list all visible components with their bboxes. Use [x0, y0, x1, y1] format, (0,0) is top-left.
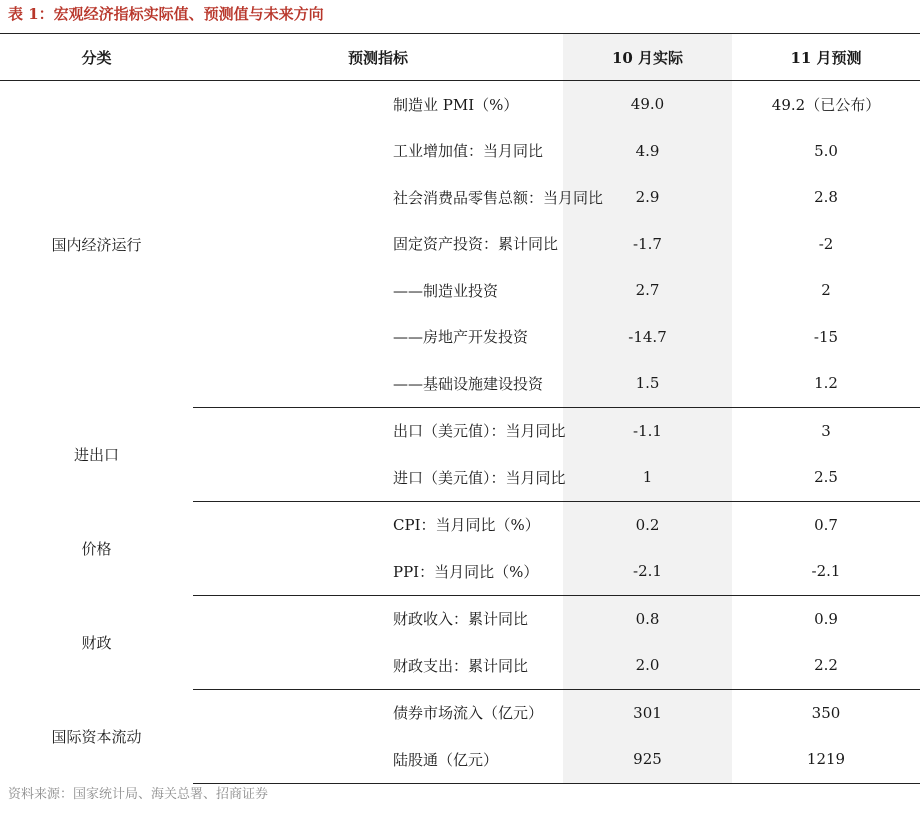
header-forecast: 11 月预测: [732, 34, 920, 81]
indicator-cell: PPI：当月同比（%）: [193, 548, 563, 595]
indicator-cell: 进口（美元值）：当月同比: [193, 454, 563, 501]
table-body: [0, 81, 920, 784]
forecast-value-cell: -2: [818, 234, 834, 253]
actual-value-cell: 4.9: [563, 128, 732, 175]
indicator-cell: ——基础设施建设投资: [193, 360, 563, 407]
actual-value-cell: 925: [563, 736, 732, 783]
forecast-value-cell: 2.8: [814, 188, 838, 207]
actual-value-cell: 2.9: [563, 174, 732, 221]
indicator-cell: ——制造业投资: [393, 281, 499, 300]
forecast-value-cell: 49.2（已公布）: [771, 95, 881, 114]
source-note: 资料来源：国家统计局、海关总署、招商证券: [8, 787, 269, 802]
forecast-value-cell: 0.7: [814, 515, 838, 534]
actual-value-cell: 2.7: [563, 267, 732, 314]
forecast-value-cell: 3: [821, 421, 831, 440]
table-row: [0, 501, 920, 548]
actual-value-cell: -2.1: [563, 548, 732, 595]
actual-value-cell: 0.2: [563, 501, 732, 548]
actual-value-cell: 2.0: [563, 642, 732, 689]
actual-value-cell: 1: [563, 454, 732, 501]
forecast-value-cell: 350: [811, 703, 841, 722]
indicator-cell: 陆股通（亿元）: [193, 736, 563, 783]
indicator-cell: 工业增加值：当月同比: [393, 142, 544, 161]
forecast-value-cell: 2.5: [732, 454, 920, 501]
macro-indicator-table: [0, 34, 920, 784]
actual-value-cell: 301: [563, 689, 732, 736]
table-row: [0, 81, 920, 128]
category-cell: 价格: [81, 539, 112, 558]
forecast-value-cell: -2.1: [732, 548, 920, 595]
header-actual: 10 月实际: [563, 34, 732, 81]
header-indicator: 预测指标: [193, 34, 563, 81]
forecast-value-cell: 2: [821, 281, 831, 300]
forecast-value-cell: 2.2: [732, 642, 920, 689]
forecast-value-cell: 1.2: [732, 360, 920, 407]
actual-value-cell: -1.1: [563, 407, 732, 454]
table-row: [0, 407, 920, 454]
table-row: [0, 689, 920, 736]
category-cell: 财政: [81, 633, 112, 652]
actual-value-cell: 49.0: [563, 81, 732, 128]
header-category: 分类: [0, 34, 193, 81]
category-cell: 进出口: [73, 445, 119, 464]
category-cell: 国际资本流动: [51, 727, 142, 746]
actual-value-cell: -1.7: [563, 221, 732, 268]
forecast-value-cell: 0.9: [814, 609, 838, 628]
category-cell: 国内经济运行: [51, 235, 142, 254]
indicator-cell: 债券市场流入（亿元）: [393, 704, 544, 723]
forecast-value-cell: -15: [813, 327, 839, 346]
actual-value-cell: 1.5: [563, 360, 732, 407]
forecast-value-cell: 5.0: [814, 141, 838, 160]
indicator-cell: 财政支出：累计同比: [193, 642, 563, 689]
indicator-cell: CPI：当月同比（%）: [393, 516, 540, 535]
indicator-cell: 出口（美元值）：当月同比: [393, 422, 566, 441]
table-row: [0, 595, 920, 642]
indicator-cell: 社会消费品零售总额：当月同比: [393, 188, 604, 207]
indicator-cell: 财政收入：累计同比: [393, 610, 529, 629]
actual-value-cell: -14.7: [563, 314, 732, 361]
forecast-value-cell: 1219: [732, 736, 920, 783]
table-title: 表 1：宏观经济指标实际值、预测值与未来方向: [8, 5, 324, 23]
actual-value-cell: 0.8: [563, 595, 732, 642]
table-header-row: [0, 34, 920, 81]
indicator-cell: 固定资产投资：累计同比: [393, 235, 559, 254]
indicator-cell: 制造业 PMI（%）: [393, 95, 519, 114]
indicator-cell: ——房地产开发投资: [393, 328, 529, 347]
